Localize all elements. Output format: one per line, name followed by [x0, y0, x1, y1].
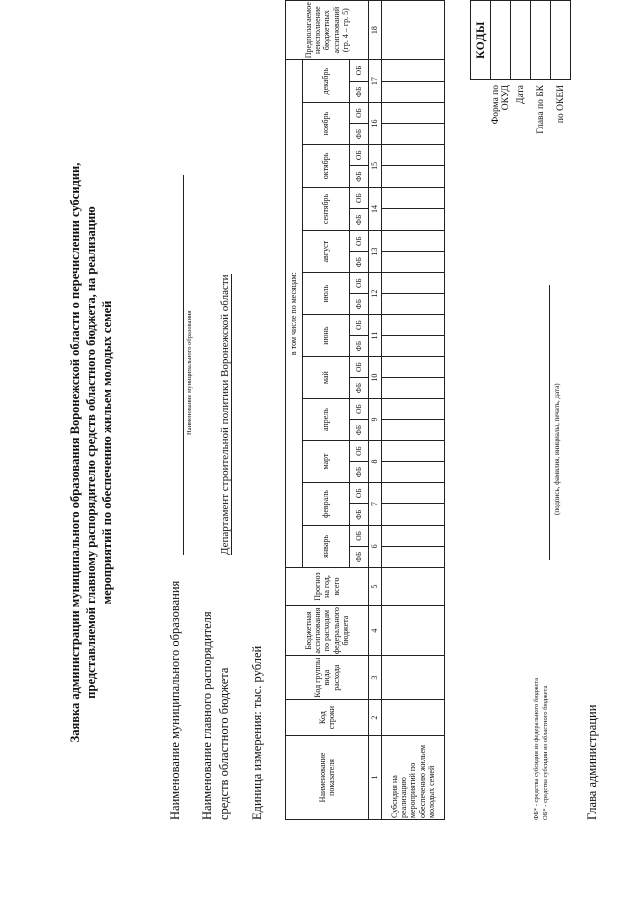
col-number: 16 [369, 103, 382, 145]
title-line-1: Заявка администрации муниципального образования Воронежской области о перечислении субсидии, [68, 162, 82, 743]
col-number: 9 [369, 399, 382, 441]
cell-empty [382, 378, 445, 399]
cell-empty [382, 103, 445, 124]
signature-label: Глава администрации [585, 704, 599, 820]
sub-ob: ОБ [350, 231, 369, 252]
code-label-date: Дата [515, 85, 526, 104]
month-header-apr: апрель [303, 399, 350, 441]
codes-table [470, 0, 571, 145]
municipality-hint: Наименование муниципального образования [186, 310, 193, 435]
sub-fb: ФБ [350, 546, 369, 567]
cell-empty [382, 461, 445, 482]
sub-ob: ОБ [350, 145, 369, 166]
cell-empty [382, 145, 445, 166]
cell-empty [382, 81, 445, 102]
cell-empty [382, 1, 445, 60]
cell-empty [382, 357, 445, 378]
month-header-mar: март [303, 441, 350, 483]
row-subsidy-label: Субсидия на реализацию мероприятий по обеспечению жильем молодых семей [382, 735, 445, 819]
code-value-okud [491, 1, 511, 80]
col-number: 5 [369, 567, 382, 605]
cell-empty [382, 231, 445, 252]
cell-empty [382, 294, 445, 315]
municipality-label: Наименование муниципального образования [168, 580, 182, 820]
sub-ob: ОБ [350, 273, 369, 294]
sub-fb: ФБ [350, 420, 369, 441]
cell-empty [382, 525, 445, 546]
sub-fb: ФБ [350, 252, 369, 273]
sub-fb: ФБ [350, 124, 369, 145]
cell-empty [382, 273, 445, 294]
sub-ob: ОБ [350, 187, 369, 209]
col-number: 6 [369, 525, 382, 567]
cell-empty [382, 546, 445, 567]
cell-empty [382, 166, 445, 187]
sub-fb: ФБ [350, 81, 369, 102]
units-label: Единица измерения: тыс. рублей [250, 645, 264, 820]
footnote-ob: ОБ* - средства субсидии из областного бюджета [542, 685, 549, 820]
cell-empty [382, 567, 445, 605]
code-value-date [511, 1, 531, 80]
title-line-3: мероприятий по обеспечению жильем молодых семей [100, 300, 114, 605]
month-header-jun: июнь [303, 315, 350, 357]
header-budget-code: Бюджетная ассигнования по расходам федерального бюджета [286, 606, 369, 656]
col-number: 15 [369, 145, 382, 188]
month-header-may: май [303, 357, 350, 399]
code-value-okei [551, 1, 571, 80]
municipality-field [183, 175, 184, 555]
month-header-aug: август [303, 231, 350, 273]
cell-empty [382, 399, 445, 420]
code-label-okei: по ОКЕИ [555, 85, 566, 124]
header-expected: Предполагаемое неисполнение бюджетных ассигнований (гр. 4 – гр. 5) [286, 1, 369, 60]
col-number: 3 [369, 656, 382, 700]
header-expense-code: Код группы вида расхода [286, 656, 369, 700]
cell-empty [382, 700, 445, 736]
sub-fb: ФБ [350, 461, 369, 482]
distributor-value: Департамент строительной политики Воронежской области [219, 274, 231, 555]
sub-fb: ФБ [350, 336, 369, 357]
col-number: 12 [369, 273, 382, 315]
cell-empty [382, 187, 445, 209]
month-header-jan: январь [303, 525, 350, 567]
sub-fb: ФБ [350, 166, 369, 187]
month-header-nov: ноябрь [303, 103, 350, 145]
signature-caption: (подпись, фамилия, инициалы, печать, дата) [553, 383, 561, 515]
sub-ob: ОБ [350, 483, 369, 504]
month-header-jul: июль [303, 273, 350, 315]
sub-ob: ОБ [350, 60, 369, 81]
code-label-bk: Глава по БК [535, 85, 546, 134]
codes-header: КОДЫ [471, 1, 491, 80]
cell-empty [382, 252, 445, 273]
sub-ob: ОБ [350, 399, 369, 420]
col-number: 7 [369, 483, 382, 526]
cell-empty [382, 420, 445, 441]
header-row-code: Код строки [286, 700, 369, 736]
code-label-okud: Форма по ОКУД [490, 85, 511, 125]
cell-empty [382, 209, 445, 231]
month-header-oct: октябрь [303, 145, 350, 188]
month-header-feb: февраль [303, 483, 350, 526]
cell-empty [382, 483, 445, 504]
sub-ob: ОБ [350, 525, 369, 546]
header-monthly-caption: в том числе по месяцам: [286, 60, 303, 568]
sub-fb: ФБ [350, 294, 369, 315]
col-number: 10 [369, 357, 382, 399]
sub-ob: ОБ [350, 315, 369, 336]
header-indicator: Наименование показателя [286, 735, 369, 819]
cell-empty [382, 441, 445, 462]
sub-fb: ФБ [350, 504, 369, 526]
col-number: 1 [369, 735, 382, 819]
sub-ob: ОБ [350, 357, 369, 378]
cell-empty [382, 656, 445, 700]
code-value-bk [531, 1, 551, 80]
month-header-dec: декабрь [303, 60, 350, 103]
sub-fb: ФБ [350, 378, 369, 399]
cell-empty [382, 315, 445, 336]
sub-fb: ФБ [350, 209, 369, 231]
col-number: 17 [369, 60, 382, 103]
signature-line [549, 285, 550, 560]
col-number: 2 [369, 700, 382, 736]
subsidy-table [285, 0, 445, 820]
distributor-label-2: средств областного бюджета [217, 667, 231, 820]
sub-ob: ОБ [350, 441, 369, 462]
distributor-label-1: Наименование главного распорядителя [200, 611, 214, 820]
month-header-sep: сентябрь [303, 187, 350, 230]
cell-empty [382, 336, 445, 357]
col-number: 8 [369, 441, 382, 483]
header-forecast: Прогноз на год, всего [286, 567, 369, 605]
footnote-fb: ФБ* - средства субсидии из федерального бюджета [533, 677, 540, 820]
cell-empty [382, 124, 445, 145]
cell-empty [382, 606, 445, 656]
col-number: 11 [369, 315, 382, 357]
cell-empty [382, 60, 445, 81]
cell-empty [382, 504, 445, 526]
sub-ob: ОБ [350, 103, 369, 124]
col-number: 18 [369, 1, 382, 60]
col-number: 13 [369, 231, 382, 273]
title-line-2: представляемой главному распорядителю средств областного бюджета, на реализацию [84, 206, 98, 699]
col-number: 14 [369, 187, 382, 230]
col-number: 4 [369, 606, 382, 656]
